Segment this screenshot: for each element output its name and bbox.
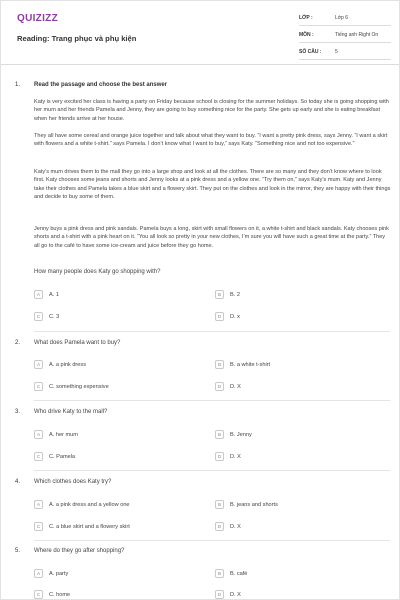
meta-value: 5 bbox=[335, 49, 338, 55]
option-text: A. a pink dress and a yellow one bbox=[49, 501, 130, 508]
answer-option[interactable] bbox=[215, 429, 252, 440]
option-letter-box: D bbox=[215, 590, 224, 599]
option-text: D. x bbox=[230, 313, 240, 320]
meta-row-count bbox=[299, 43, 391, 60]
divider bbox=[34, 400, 390, 401]
answer-option[interactable] bbox=[34, 589, 70, 600]
option-text: A. a pink dress bbox=[49, 361, 86, 368]
answer-option[interactable] bbox=[215, 311, 240, 322]
answer-option[interactable] bbox=[34, 568, 68, 579]
option-text: D. X bbox=[230, 383, 241, 390]
option-letter-box: D bbox=[215, 382, 224, 391]
option-text: A. party bbox=[49, 570, 69, 577]
divider bbox=[34, 470, 390, 471]
option-text: A. 1 bbox=[49, 291, 59, 298]
option-letter-box: B bbox=[215, 569, 224, 578]
question-number: 2. bbox=[15, 340, 21, 346]
question-number: 3. bbox=[15, 409, 21, 415]
meta-table bbox=[299, 9, 391, 60]
passage-instruction: Read the passage and choose the best answer bbox=[34, 82, 168, 88]
answer-option[interactable] bbox=[34, 381, 109, 392]
question-text: What does Pamela want to buy? bbox=[34, 340, 121, 346]
option-text: B. jeans and shorts bbox=[230, 501, 278, 508]
meta-key: SỐ CÂU : bbox=[299, 49, 322, 55]
answer-option[interactable] bbox=[34, 451, 75, 462]
answer-option[interactable] bbox=[34, 429, 78, 440]
answer-option[interactable] bbox=[34, 359, 86, 370]
passage-paragraph: They all have some cereal and orange juice together and talk about what they want to buy. “I want a pretty pink dress, says Jenny. “I want a skirt with flowers and a white t-shirt.” says Pamela. I don’t know what I want to buy,” says Katy. “Something nice and not too expensive.” bbox=[34, 133, 388, 148]
divider bbox=[34, 540, 390, 541]
option-text: D. X bbox=[230, 591, 241, 598]
option-text: D. X bbox=[230, 523, 241, 530]
option-text: D. X bbox=[230, 453, 241, 460]
meta-value: Tiếng anh Right On bbox=[335, 32, 379, 38]
meta-key: LỚP : bbox=[299, 15, 313, 21]
question-text: How many people does Katy go shopping with? bbox=[34, 269, 161, 275]
worksheet-title: Reading: Trang phục và phụ kiện bbox=[17, 34, 137, 43]
divider bbox=[34, 331, 390, 332]
meta-key: MÔN : bbox=[299, 32, 314, 38]
option-text: B. a white t-shirt bbox=[230, 361, 271, 368]
option-text: C. home bbox=[49, 591, 71, 598]
question-text: Who drive Katy to the mall? bbox=[34, 409, 108, 415]
passage-paragraph: Jenny buys a pink dress and pink sandals. Pamela buys a long, skirt with small flowers on it, a white t-shirt and black sandals. Katy chooses pink shorts and a t-shirt with a pink heart on it. “You all look so pretty in your new clothes, I’m sure you will have such a great time at the party.” They all go to the café to have some ice-cream and juice before they go home. bbox=[34, 226, 389, 249]
option-text: C. a blue skirt and a flowery skirt bbox=[49, 523, 130, 530]
question-text: Which clothes does Katy try? bbox=[34, 479, 112, 485]
question-number: 5. bbox=[15, 548, 21, 554]
option-text: C. 3 bbox=[49, 313, 60, 320]
option-letter-box: B bbox=[215, 500, 224, 509]
option-text: A. her mum bbox=[49, 431, 78, 438]
answer-option[interactable] bbox=[34, 311, 59, 322]
answer-option[interactable] bbox=[215, 359, 270, 370]
answer-option[interactable] bbox=[34, 499, 130, 510]
option-letter-box: C bbox=[34, 382, 43, 391]
option-letter-box: C bbox=[34, 522, 43, 531]
option-letter-box: A bbox=[34, 500, 43, 509]
meta-row-class bbox=[299, 9, 391, 26]
answer-option[interactable] bbox=[215, 499, 278, 510]
answer-option[interactable] bbox=[215, 521, 241, 532]
quizizz-logo: QUIZIZZ bbox=[17, 13, 58, 24]
option-letter-box: A bbox=[34, 430, 43, 439]
question-number: 1. bbox=[15, 82, 21, 88]
meta-value: Lớp 6 bbox=[335, 15, 349, 21]
option-text: B. café bbox=[230, 570, 248, 577]
question-number: 4. bbox=[15, 479, 21, 485]
option-text: B. Jenny bbox=[230, 431, 252, 438]
worksheet-header bbox=[1, 1, 399, 65]
option-letter-box: D bbox=[215, 312, 224, 321]
answer-option[interactable] bbox=[34, 521, 130, 532]
option-letter-box: D bbox=[215, 452, 224, 461]
answer-option[interactable] bbox=[215, 451, 241, 462]
option-text: C. Pamela bbox=[49, 453, 76, 460]
option-letter-box: B bbox=[215, 360, 224, 369]
option-letter-box: B bbox=[215, 290, 224, 299]
answer-option[interactable] bbox=[215, 289, 240, 300]
option-letter-box: C bbox=[34, 452, 43, 461]
passage-paragraph: Katy is very excited her class is having a party on Friday because school is closing for the summer holidays. So today she is going shopping with her mum and her friends Pamela and Jenny, they are going to buy something nice for the party. She gets up early and she is eating breakfast when her friends arrive at her house. bbox=[34, 99, 389, 122]
answer-option[interactable] bbox=[215, 568, 247, 579]
question-text: Where do they go after shopping? bbox=[34, 548, 125, 554]
option-letter-box: A bbox=[34, 290, 43, 299]
option-letter-box: A bbox=[34, 569, 43, 578]
option-letter-box: B bbox=[215, 430, 224, 439]
option-letter-box: D bbox=[215, 522, 224, 531]
option-letter-box: C bbox=[34, 590, 43, 599]
option-letter-box: A bbox=[34, 360, 43, 369]
option-letter-box: C bbox=[34, 312, 43, 321]
answer-option[interactable] bbox=[215, 381, 241, 392]
option-text: B. 2 bbox=[230, 291, 240, 298]
option-text: C. something expensive bbox=[49, 383, 109, 390]
answer-option[interactable] bbox=[215, 589, 241, 600]
meta-row-subject bbox=[299, 26, 391, 43]
answer-option[interactable] bbox=[34, 289, 59, 300]
passage-paragraph: Katy’s mum drives them to the mall they go into a large shop and look at all the clothes. There are so many and they don’t know where to look first. Katy chooses some jeans and shorts and Jenny looks at a pink dress and a yellow one. “Try them on,” says Katy’s mum. Katy and Jenny take their clothes and Pamela takes a blue skirt and a flowery skirt. They put on the clothes and look in the mirror, they are happy with their things and decide to buy some of them. bbox=[34, 169, 391, 200]
